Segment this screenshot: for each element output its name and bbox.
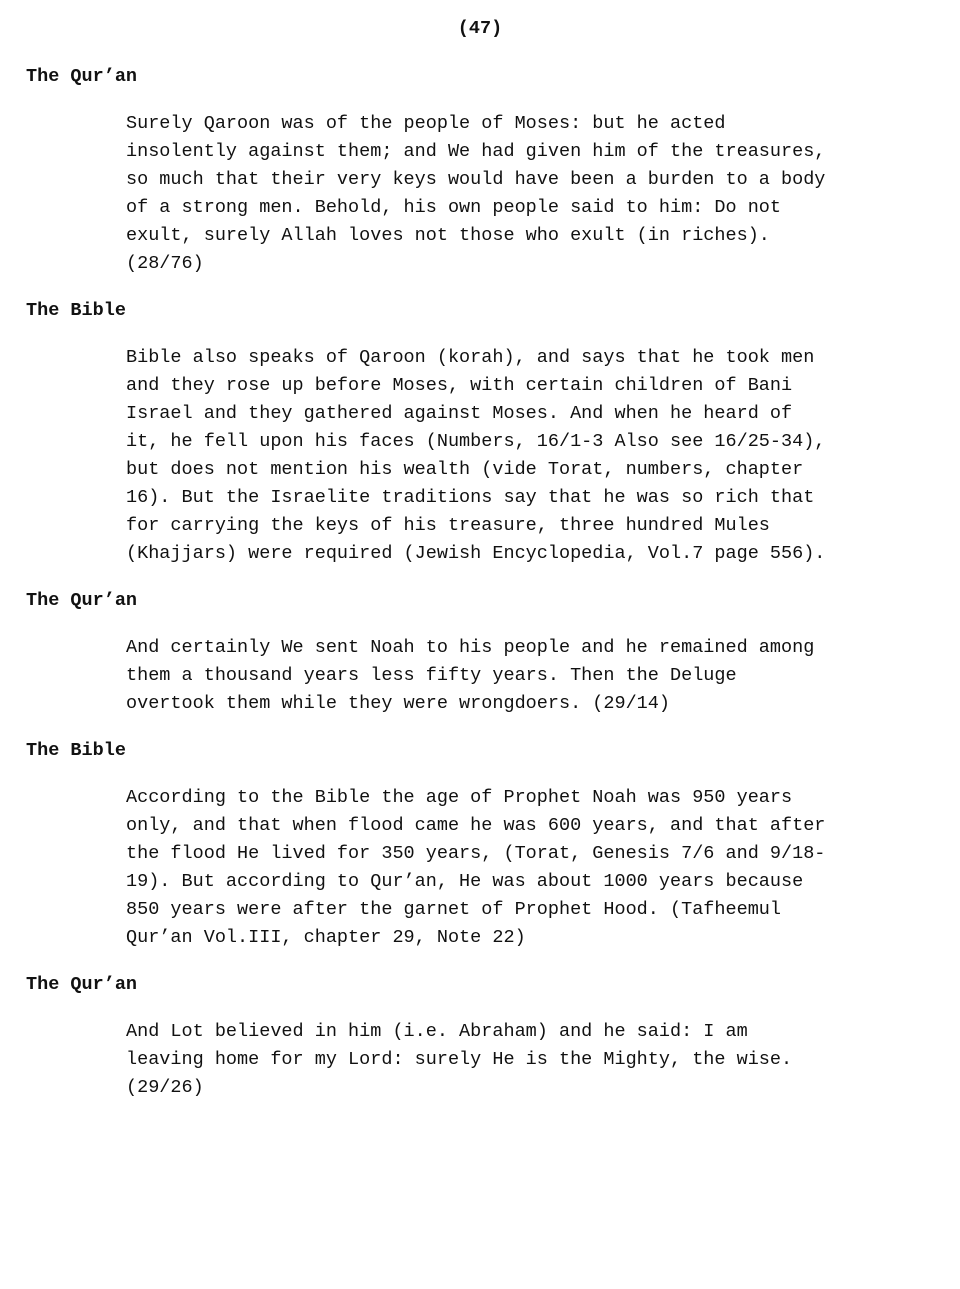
section-heading: The Qur’an: [26, 66, 138, 87]
section-quran-qaroon: [0, 64, 960, 278]
section-quran-lot: [0, 972, 960, 1102]
section-heading: The Qur’an: [26, 590, 138, 611]
section-body: And Lot believed in him (i.e. Abraham) and he said: I am leaving home for my Lord: surely He is the Mighty, the wise. (29/26): [126, 1021, 793, 1098]
section-heading: The Bible: [26, 740, 126, 761]
page-number: (47): [457, 18, 503, 39]
section-body: Surely Qaroon was of the people of Moses: but he acted insolently against them; and We had given him of the treasures, so much that their very keys would have been a burden to a body of a strong men. Behold, his own people said to him: Do not exult, surely Allah loves not those who exult (in riches). (28/76): [126, 113, 826, 274]
section-quran-noah: [0, 588, 960, 718]
section-heading: The Qur’an: [26, 974, 138, 995]
section-bible-noah: [0, 738, 960, 952]
sections: [0, 64, 960, 1102]
section-bible-korah: [0, 298, 960, 568]
section-heading: The Bible: [26, 300, 126, 321]
section-body: Bible also speaks of Qaroon (korah), and says that he took men and they rose up before Moses, with certain children of Bani Israel and they gathered against Moses. And when he heard of it, he fell upon his faces (Numbers, 16/1-3 Also see 16/25-34), but does not mention his wealth (vide Torat, numbers, chapter 16). But the Israelite traditions say that he was so rich that for carrying the keys of his treasure, three hundred Mules (Khajjars) were required (Jewish Encyclopedia, Vol.7 page 556).: [126, 347, 826, 564]
section-body: And certainly We sent Noah to his people and he remained among them a thousand years less fifty years. Then the Deluge overtook them while they were wrongdoers. (29/14): [126, 637, 815, 714]
section-body: According to the Bible the age of Prophet Noah was 950 years only, and that when flood came he was 600 years, and that after the flood He lived for 350 years, (Torat, Genesis 7/6 and 9/18- 19). But according to Qur’an, He was about 1000 years because 850 years were after the garnet of Prophet Hood. (Tafheemul Qur’an Vol.III, chapter 29, Note 22): [126, 787, 826, 948]
